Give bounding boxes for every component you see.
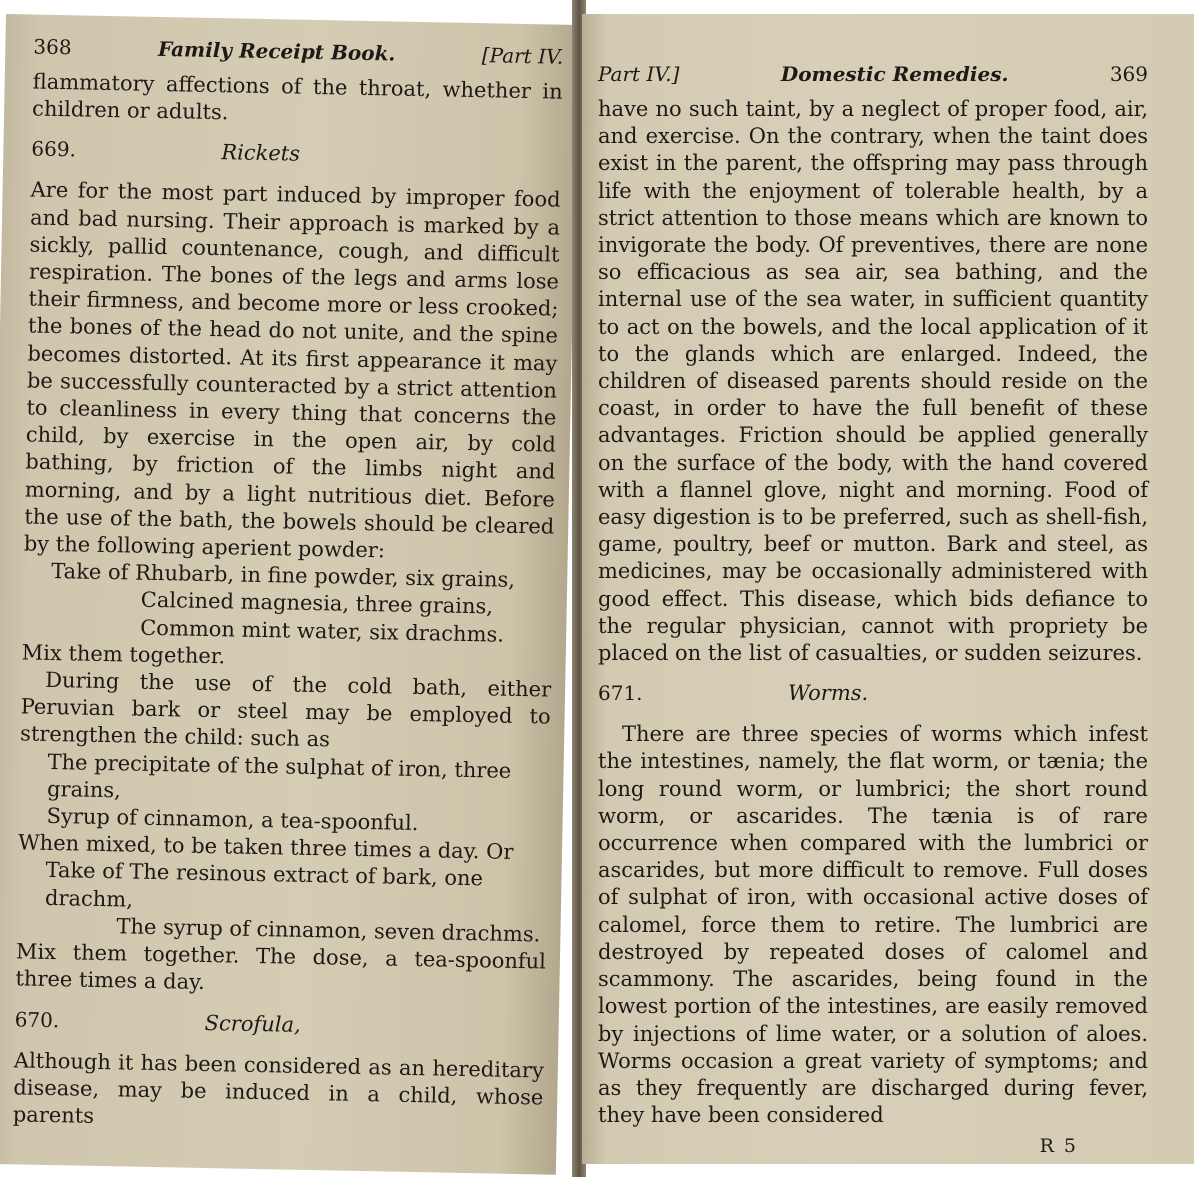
recipe-line: The syrup of cinnamon, seven drachms.: [116, 914, 541, 947]
body-paragraph: There are three species of worms which infest the intestines, namely, the flat worm, or tænia; the long round worm, or lumbrici; the short round worm, or ascarides. The tænia is of rare occurrence when compared with the lumbrici or ascarides, but more difficult to remove. Full doses of sulphat of iron, with occasional active doses of calomel, force them to retire. The lumbrici are destroyed by repeated doses of calomel and scammony. The ascarides, being found in the lowest portion of the intestines, are easily removed by injections of lime water, or a solution of aloes. Worms occasion a great variety of symptoms; and as they frequently are discharged during fever, they have been considered: [598, 722, 1148, 1128]
section-heading-671: [598, 681, 1148, 711]
section-title: Scrofula,: [204, 1010, 301, 1037]
recipe-line: Take of Rhubarb, in fine powder, six grains,: [51, 559, 516, 593]
part-label: [Part IV.: [481, 43, 564, 69]
body-paragraph: During the use of the cold bath, either Peruvian bark or steel may be employed to strengthen the child: such as: [19, 667, 552, 752]
section-heading-669: [31, 137, 561, 177]
recipe-line: Calcined magnesia, three grains,: [140, 588, 494, 619]
right-page: [582, 14, 1194, 1164]
recipe-line: The precipitate of the sulphat of iron, three grains,: [46, 749, 512, 803]
body-paragraph: Are for the most part induced by improper food and bad nursing. Their approach is marked by a sickly, pallid countenance, cough, and difficult respiration. The bones of the legs and arms lose their firmness, and become more or less crooked; the bones of the head do not unite, and the spine becomes distorted. At its first appearance it may be successfully counteracted by a strict attention to cleanliness in every thing that concerns the child, by exercise in the open air, by cold bathing, by friction of the limbs night and morning, and by a light nutritious diet. Before the use of the bath, the bowels should be cleared by the following aperient powder:: [23, 177, 561, 563]
section-heading-670: [14, 1007, 544, 1047]
section-number: 669.: [31, 136, 77, 162]
body-paragraph: Mix them together.: [21, 640, 226, 669]
page-number: 369: [1109, 62, 1148, 86]
body-paragraph: When mixed, to be taken three times a day. Or: [17, 830, 514, 865]
body-paragraph: Although it has been considered as an hereditary disease, may be induced in a child, whose parents: [12, 1047, 545, 1128]
continuation-paragraph: flammatory affections of the throat, whether in children or adults.: [31, 69, 563, 125]
signature-mark: R 5: [1039, 1135, 1078, 1158]
body-paragraph: have no such taint, by a neglect of proper food, air, and exercise. On the contrary, when the taint does exist in the parent, the offspring may pass through life with the enjoyment of tolerable health, by a strict attention to those means which are known to invigorate the body. Of preventives, there are none so efficacious as sea air, sea bathing, and the internal use of the sea water, in sufficient quantity to act on the bowels, and the local application of it to the glands which are enlarged. Indeed, the children of diseased parents should reside on the coast, in order to have the full benefit of these advantages. Friction should be applied generally on the surface of the body, with the hand covered with a flannel glove, night and morning. Food of easy digestion is to be preferred, such as shell-fish, game, poultry, beef or mutton. Bark and steel, as medicines, may be occasionally administered with good effect. This disease, which bids defiance to the regular physician, cannot with propriety be placed on the list of casualties, or sudden seizures.: [598, 97, 1148, 666]
recipe-line: Common mint water, six drachms.: [140, 615, 505, 647]
running-title: Domestic Remedies.: [780, 62, 1009, 86]
left-running-head: [33, 35, 563, 73]
right-running-head: [598, 62, 1148, 90]
section-title: Rickets: [221, 140, 301, 167]
body-paragraph: Mix them together. The dose, a tea-spoonful three times a day.: [15, 939, 547, 995]
recipe-line: Syrup of cinnamon, a tea-spoonful.: [46, 804, 419, 836]
section-number: 671.: [598, 681, 643, 706]
part-label: Part IV.]: [598, 62, 680, 86]
section-title: Worms.: [788, 681, 869, 706]
page-number: 368: [33, 34, 72, 60]
section-number: 670.: [14, 1006, 60, 1032]
recipe-line: Take of The resinous extract of bark, one drachm,: [44, 858, 484, 912]
left-page: [0, 14, 578, 1175]
running-title: Family Receipt Book.: [157, 36, 396, 66]
